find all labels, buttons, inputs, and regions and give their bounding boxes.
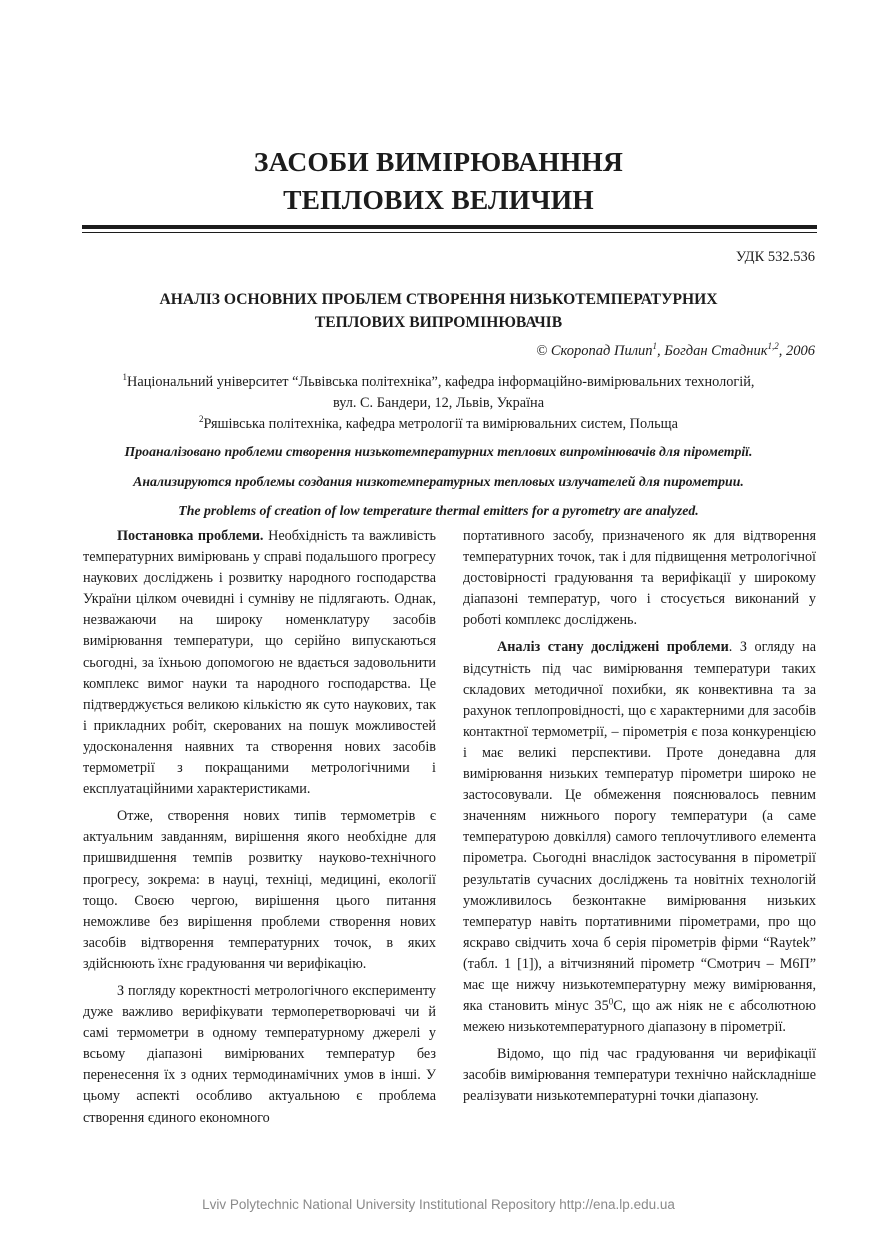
affiliation-1 xyxy=(0,372,877,393)
authors-year: , 2006 xyxy=(778,343,815,359)
article-title-line-1: АНАЛІЗ ОСНОВНИХ ПРОБЛЕМ СТВОРЕННЯ НИЗЬКОТЕМПЕРАТУРНИХ xyxy=(159,291,718,308)
title-rule-thick xyxy=(82,225,817,229)
left-column xyxy=(83,526,436,1135)
affiliation-1-sup: 1 xyxy=(122,372,128,383)
udk-code: УДК 532.536 xyxy=(735,249,815,265)
abstract-russian: Анализируются проблемы создания низкотемпературных тепловых излучателей для пирометрии. xyxy=(133,474,744,489)
repository-footer: Lviv Polytechnic National University Institutional Repository http://ena.lp.edu.ua xyxy=(202,1197,675,1212)
affiliation-2-sup: 2 xyxy=(199,414,204,425)
left-paragraph-1-text: Необхідність та важливість температурних вимірювань у справі подальшого прогресу наукових досліджень і розвитку народного господарства України цілком очевидні і сумніву не підлягають. Однак, незважаючи на широку номенклатуру засобів вимірювання температури, що серійно випускаються сьогодні, за їхньою допомогою не вдається задовольнити комплекс вимог науки та народного господарства. Це підтверджується великою кількістю як суто наукових, так і прикладних робіт, скерованих на пошук можливостей удосконалення наявних та створення нових засобів термометрії з покращаними метрологічними і експлуатаційними характеристиками. xyxy=(83,528,436,798)
section-title-line-1: ЗАСОБИ ВИМІРЮВАНННЯ xyxy=(253,146,624,177)
affiliation-2 xyxy=(0,414,877,435)
abstract-ukrainian: Проаналізовано проблеми створення низькотемпературних теплових випромінювачів для пірометрії. xyxy=(124,444,753,459)
right-paragraph-2-text-a: . З огляду на відсутність під час вимірювання температури таких складових методичної похибки, як конвективна та за рахунок теплопровідності, що є характерними для засобів контактної термометрії, – пірометрія є поза конкуренцією і має великі перспективи. Проте донедавна для вимірювання низьких температур пірометри широко не застосовували. Це обмеження пояснювалось певним значенням нижнього порогу температури (а саме температурою довкілля) самого теплочутливого елемента пірометра. Сьогодні внаслідок застосування в пірометрії результатів сучасних досліджень та новітніх технологій уможливилось безконтакне вимірювання низьких температур навіть портативними пірометрами, про що яскраво свідчить хоча б серія пірометрів фірми “Raytek” (табл. 1 [1]), а вітчизняний пірометр “Смотрич – М6П” має ще нижчу низькотемпературну межу вимірювання, яка становить мінус 35 xyxy=(463,639,817,1015)
problem-statement-heading: Постановка проблеми. xyxy=(117,528,264,544)
section-title xyxy=(0,143,877,219)
right-paragraph-2 xyxy=(463,637,816,1038)
author-1-affil-sup: 1 xyxy=(652,341,658,352)
left-paragraph-2: Отже, створення нових типів термометрів є актуальним завданням, вирішення якого необхідне для пришвидшення темпів розвитку науково-технічного прогресу, зокрема: в науці, техніці, медицині, екології тощо. Своєю чергою, вирішення цього питання неможливе без вирішення проблеми створення нових засобів відтворення температурних точок, в яких здійснюють їхнє градуювання чи верифікацію. xyxy=(83,808,436,972)
affiliation-1-line-1: Національний університет “Львівська політехніка”, кафедра інформаційно-вимірювальних технологій, xyxy=(127,374,755,390)
right-paragraph-1: портативного засобу, призначеного як для відтворення температурних точок, так і для підвищення метрологічної достовірності градуювання та верифікації у широкому діапазоні температур, чого і стосується виконаний у роботі комплекс досліджень. xyxy=(463,528,816,629)
section-title-line-2: ТЕПЛОВИХ ВЕЛИЧИН xyxy=(283,184,594,215)
left-paragraph-1 xyxy=(83,526,436,800)
authors-copyright: © Скоропад Пилип xyxy=(536,343,653,359)
research-analysis-heading: Аналіз стану досліджені проблеми xyxy=(497,639,729,656)
authors-line xyxy=(536,343,815,360)
abstract-english: The problems of creation of low temperature thermal emitters for a pyrometry are analyzed. xyxy=(178,503,699,518)
authors-separator: , Богдан Стадник xyxy=(657,343,768,359)
article-title xyxy=(0,288,877,334)
author-2-affil-sup: 1,2 xyxy=(767,341,779,352)
affiliation-1-address: вул. С. Бандери, 12, Львів, Україна xyxy=(332,395,545,411)
left-paragraph-3: З погляду коректності метрологічного експерименту дуже важливо верифікувати термоперетворювачі чи й самі термометри в одному температурному джерелі у всьому діапазоні вимірюваних температур без перенесення їх з одних термодинамічних умов в інші. У цьому аспекті особливо актуальною є проблема створення єдиного економного xyxy=(83,982,436,1126)
article-title-line-2: ТЕПЛОВИХ ВИПРОМІНЮВАЧІВ xyxy=(314,314,563,331)
right-paragraph-2-text-b: С, що аж ніяк не є абсолютною межею низькотемпературного діапазону в пірометрії. xyxy=(463,998,816,1036)
right-column xyxy=(463,526,816,1114)
degree-superscript: 0 xyxy=(608,996,614,1007)
affiliations xyxy=(0,372,877,435)
affiliation-2-line: Ряшівська політехніка, кафедра метрології та вимірювальних систем, Польща xyxy=(203,416,678,432)
title-rule-thin xyxy=(82,232,817,233)
right-paragraph-3: Відомо, що під час градуювання чи верифікації засобів вимірювання температури технічно найскладніше реалізувати низькотемпературні точки діапазону. xyxy=(463,1046,816,1105)
